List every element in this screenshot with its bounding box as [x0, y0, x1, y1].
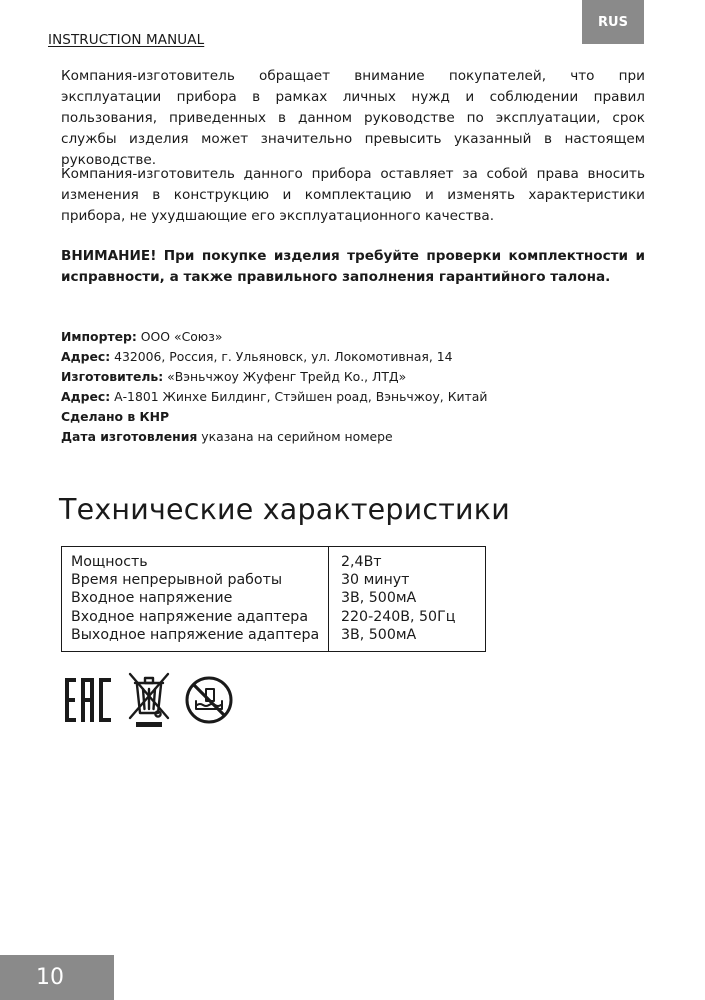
spec-value: 220-240В, 50Гц	[341, 608, 456, 625]
made-in-row	[61, 407, 487, 427]
certification-icons	[64, 670, 234, 730]
importer-value: ООО «Союз»	[136, 329, 223, 344]
importer-row	[61, 327, 487, 347]
spec-name: Входное напряжение адаптера	[71, 608, 309, 625]
specs-values-column	[329, 547, 485, 651]
manufacturer-row	[61, 367, 487, 387]
importer-info-block	[61, 327, 487, 447]
warning-paragraph: ВНИМАНИЕ! При покупке изделия требуйте проверки комплектности и исправности, а также правильного заполнения гарантийного талона.	[61, 248, 645, 285]
specs-names-column	[62, 547, 329, 651]
importer-label: Импортер:	[61, 329, 137, 344]
spec-value: 30 минут	[341, 572, 410, 589]
spec-name: Время непрерывной работы	[71, 572, 283, 589]
specs-table	[61, 546, 486, 652]
spec-name: Входное напряжение	[71, 590, 233, 607]
spec-value: 3В, 500мА	[341, 590, 417, 607]
spec-name: Мощность	[71, 554, 148, 570]
language-tab: RUS	[582, 0, 644, 44]
paragraph-changes: Компания-изготовитель данного прибора оставляет за собой права вносить изменения в конструкцию и комплектацию и изменять характеристики прибора, не ухудшающие его эксплуатационного качества.	[61, 166, 645, 224]
manufacturer-label: Изготовитель:	[61, 369, 164, 384]
address-value: 432006, Россия, г. Ульяновск, ул. Локомотивная, 14	[110, 349, 453, 364]
spec-value: 3В, 500мА	[341, 626, 417, 643]
manufacturer-address-row	[61, 387, 487, 407]
importer-address-row	[61, 347, 487, 367]
production-date-label: Дата изготовления	[61, 429, 198, 444]
made-in-label: Сделано в КНР	[61, 409, 170, 424]
spec-value: 2,4Вт	[341, 554, 382, 570]
paragraph-service-life: Компания-изготовитель обращает внимание покупателей, что при эксплуатации прибора в рамках личных нужд и соблюдении правил пользования, приведенных в данном руководстве по эксплуатации, срок службы изделия может значительно превысить указанный в настоящем руководстве.	[61, 68, 645, 168]
eac-mark-icon	[64, 677, 112, 723]
specs-heading: Технические характеристики	[59, 493, 510, 526]
address-value: А-1801 Жинхе Билдинг, Стэйшен роад, Вэньчжоу, Китай	[110, 389, 488, 404]
crossed-bin-icon	[126, 671, 172, 729]
address-label: Адрес:	[61, 389, 111, 404]
production-date-value: указана на серийном номере	[197, 429, 393, 444]
spec-name: Выходное напряжение адаптера	[71, 626, 320, 643]
production-date-row	[61, 427, 487, 447]
page-number: 10	[0, 955, 114, 1000]
manual-title: INSTRUCTION MANUAL	[48, 32, 205, 48]
address-label: Адрес:	[61, 349, 111, 364]
no-water-icon	[184, 675, 234, 725]
manufacturer-value: «Вэньчжоу Жуфенг Трейд Ко., ЛТД»	[163, 369, 407, 384]
